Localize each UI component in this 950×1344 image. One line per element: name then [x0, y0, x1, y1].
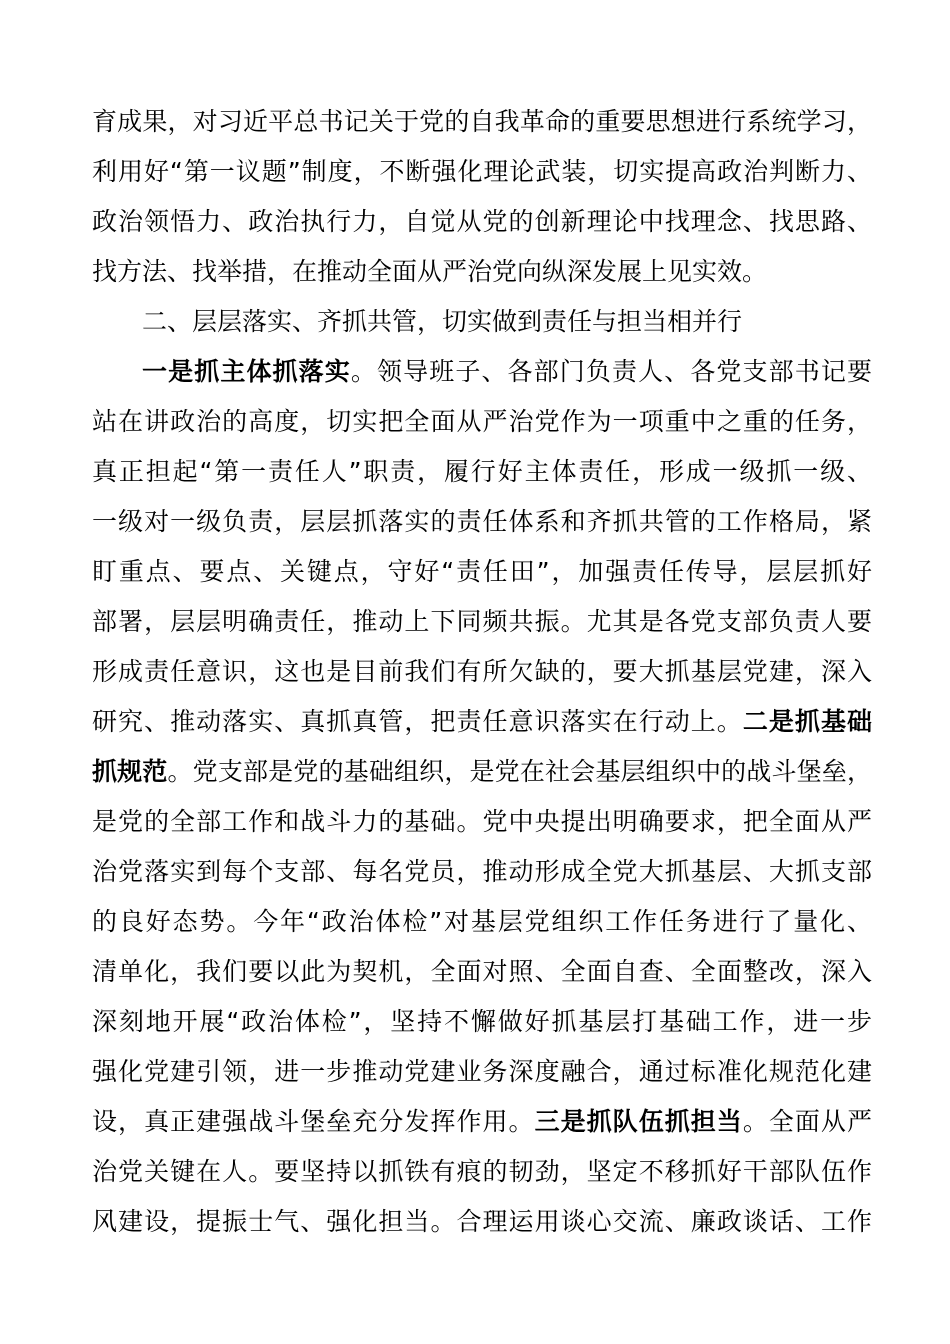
body-text: 一级对一级负责，层层抓落实的责任体系和齐抓共管的工作格局，紧 — [92, 507, 872, 536]
text-line — [92, 252, 872, 292]
body-text: 。领导班子、各部门负责人、各党支部书记要 — [350, 357, 872, 386]
text-line — [92, 102, 872, 142]
bold-heading-text: 二是抓基础 — [742, 707, 872, 736]
text-line — [92, 552, 872, 592]
body-text: 形成责任意识，这也是目前我们有所欠缺的，要大抓基层党建，深入 — [92, 657, 872, 686]
text-line — [92, 402, 872, 442]
text-line — [92, 152, 872, 192]
body-text: 利用好“第一议题”制度，不断强化理论武装，切实提高政治判断力、 — [92, 157, 872, 186]
text-line — [92, 1202, 872, 1242]
body-text: 是党的全部工作和战斗力的基础。党中央提出明确要求，把全面从严 — [92, 807, 872, 836]
body-text: 。全面从严 — [742, 1107, 872, 1136]
body-text: 找方法、找举措，在推动全面从严治党向纵深发展上见实效。 — [92, 257, 768, 286]
bold-heading-text: 一是抓主体抓落实 — [142, 357, 351, 386]
body-text: 盯重点、要点、关键点，守好“责任田”，加强责任传导，层层抓好 — [92, 557, 872, 586]
bold-heading-text: 三是抓队伍抓担当 — [534, 1107, 743, 1136]
text-line — [92, 1152, 872, 1192]
body-text: 真正担起“第一责任人”职责，履行好主体责任，形成一级抓一级、 — [92, 457, 872, 486]
text-line — [92, 952, 872, 992]
text-line — [142, 302, 872, 342]
text-line — [92, 1052, 872, 1092]
text-line — [142, 352, 872, 392]
body-text: 深刻地开展“政治体检”，坚持不懈做好抓基层打基础工作，进一步 — [92, 1007, 872, 1036]
text-line — [92, 1102, 872, 1142]
text-line — [92, 802, 872, 842]
text-line — [92, 202, 872, 242]
bold-heading-text: 抓规范 — [92, 757, 168, 786]
body-text: 二、层层落实、齐抓共管，切实做到责任与担当相并行 — [142, 307, 743, 336]
body-text: 设，真正建强战斗堡垒充分发挥作用。 — [92, 1107, 535, 1136]
body-text: 研究、推动落实、真抓真管，把责任意识落实在行动上。 — [92, 707, 743, 736]
text-line — [92, 852, 872, 892]
body-text: 的良好态势。今年“政治体检”对基层党组织工作任务进行了量化、 — [92, 907, 872, 936]
body-text: 治党关键在人。要坚持以抓铁有痕的韧劲，坚定不移抓好干部队伍作 — [92, 1157, 872, 1186]
body-text: 。党支部是党的基础组织，是党在社会基层组织中的战斗堡垒， — [167, 757, 872, 786]
body-text: 育成果，对习近平总书记关于党的自我革命的重要思想进行系统学习， — [92, 107, 872, 136]
body-text: 清单化，我们要以此为契机，全面对照、全面自查、全面整改，深入 — [92, 957, 872, 986]
text-line — [92, 502, 872, 542]
body-text: 治党落实到每个支部、每名党员，推动形成全党大抓基层、大抓支部 — [92, 857, 872, 886]
body-text: 强化党建引领，进一步推动党建业务深度融合，通过标准化规范化建 — [92, 1057, 872, 1086]
text-line — [92, 752, 872, 792]
body-text: 政治领悟力、政治执行力，自觉从党的创新理论中找理念、找思路、 — [92, 207, 872, 236]
body-text: 站在讲政治的高度，切实把全面从严治党作为一项重中之重的任务， — [92, 407, 872, 436]
text-line — [92, 1002, 872, 1042]
text-line — [92, 702, 872, 742]
body-text: 风建设，提振士气、强化担当。合理运用谈心交流、廉政谈话、工作 — [92, 1207, 872, 1236]
body-text: 部署，层层明确责任，推动上下同频共振。尤其是各党支部负责人要 — [92, 607, 872, 636]
text-line — [92, 452, 872, 492]
text-line — [92, 602, 872, 642]
text-line — [92, 652, 872, 692]
text-line — [92, 902, 872, 942]
